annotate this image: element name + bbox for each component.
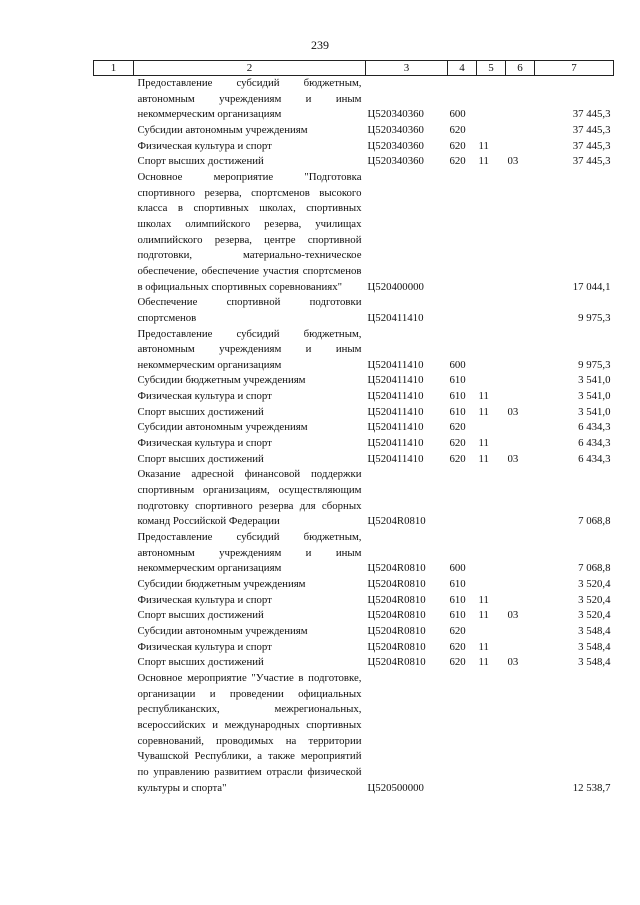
row-col4-cell: 620 bbox=[449, 656, 466, 669]
row-col5-cell bbox=[477, 170, 506, 295]
row-code-cell: Ц520411410 bbox=[367, 437, 424, 450]
row-code-cell: Ц5204R0810 bbox=[367, 562, 426, 575]
budget-table bbox=[93, 60, 614, 796]
row-code-cell: Ц520411410 bbox=[367, 311, 424, 324]
row-col4-cell: 620 bbox=[449, 123, 466, 136]
row-col5-cell: 11 bbox=[478, 390, 489, 403]
header-col-4: 4 bbox=[448, 61, 477, 76]
row-name-cell: Физическая культура и спорт bbox=[137, 437, 272, 450]
row-col5-cell bbox=[477, 624, 506, 640]
row-spacer-cell bbox=[94, 608, 134, 624]
row-name-cell: Субсидии автономным учреждениям bbox=[137, 421, 308, 434]
row-col4-cell: 600 bbox=[449, 562, 466, 575]
table-row bbox=[94, 123, 614, 139]
table-row bbox=[94, 655, 614, 671]
row-col4-cell: 610 bbox=[449, 593, 466, 606]
row-col4-cell: 610 bbox=[449, 374, 466, 387]
row-col4-cell bbox=[448, 671, 477, 796]
row-spacer-cell bbox=[94, 624, 134, 640]
row-amount-cell: 6 434,3 bbox=[578, 452, 611, 465]
header-col-7: 7 bbox=[535, 61, 614, 76]
row-spacer-cell bbox=[94, 671, 134, 796]
header-col-2: 2 bbox=[134, 61, 366, 76]
row-col4-cell: 620 bbox=[449, 155, 466, 168]
table-row bbox=[94, 608, 614, 624]
row-code-cell: Ц520340360 bbox=[367, 108, 424, 121]
row-spacer-cell bbox=[94, 577, 134, 593]
row-col5-cell: 11 bbox=[478, 656, 489, 669]
row-col6-cell: 03 bbox=[507, 155, 519, 168]
row-spacer-cell bbox=[94, 170, 134, 295]
row-amount-cell: 3 541,0 bbox=[578, 405, 611, 418]
row-spacer-cell bbox=[94, 420, 134, 436]
row-col5-cell: 11 bbox=[478, 437, 489, 450]
table-row bbox=[94, 624, 614, 640]
row-name-cell: Субсидии бюджетным учреждениям bbox=[137, 374, 306, 387]
row-col5-cell: 11 bbox=[478, 609, 489, 622]
row-col5-cell bbox=[477, 76, 506, 123]
header-col-6: 6 bbox=[506, 61, 535, 76]
row-spacer-cell bbox=[94, 327, 134, 374]
row-amount-cell: 9 975,3 bbox=[578, 358, 611, 371]
row-code-cell: Ц520340360 bbox=[367, 139, 424, 152]
row-col6-cell: 03 bbox=[507, 452, 519, 465]
table-body bbox=[94, 76, 614, 797]
row-code-cell: Ц520411410 bbox=[367, 452, 424, 465]
row-name-cell: Физическая культура и спорт bbox=[137, 139, 272, 152]
row-amount-cell: 6 434,3 bbox=[578, 421, 611, 434]
row-col4-cell bbox=[448, 467, 477, 530]
row-code-cell: Ц520400000 bbox=[367, 280, 424, 293]
row-col6-cell bbox=[506, 139, 535, 155]
row-amount-cell: 37 445,3 bbox=[572, 123, 611, 136]
row-code-cell: Ц520411410 bbox=[367, 421, 424, 434]
row-col4-cell: 620 bbox=[449, 624, 466, 637]
table-row bbox=[94, 405, 614, 421]
row-col5-cell bbox=[477, 577, 506, 593]
row-col4-cell: 620 bbox=[449, 139, 466, 152]
row-code-cell: Ц520411410 bbox=[367, 358, 424, 371]
row-name-cell: Спорт высших достижений bbox=[137, 656, 264, 669]
row-col6-cell: 03 bbox=[507, 609, 519, 622]
table-row bbox=[94, 139, 614, 155]
header-col-3: 3 bbox=[366, 61, 448, 76]
row-name-cell: Физическая культура и спорт bbox=[137, 593, 272, 606]
row-name-cell: Спорт высших достижений bbox=[137, 155, 264, 168]
row-col6-cell bbox=[506, 671, 535, 796]
row-col4-cell: 610 bbox=[449, 405, 466, 418]
row-col6-cell bbox=[506, 420, 535, 436]
row-col5-cell: 11 bbox=[478, 452, 489, 465]
row-spacer-cell bbox=[94, 530, 134, 577]
header-col-1: 1 bbox=[94, 61, 134, 76]
row-name-cell: Спорт высших достижений bbox=[137, 609, 264, 622]
row-col6-cell bbox=[506, 389, 535, 405]
row-code-cell: Ц520411410 bbox=[367, 374, 424, 387]
row-code-cell: Ц5204R0810 bbox=[367, 578, 426, 590]
row-col6-cell bbox=[506, 624, 535, 640]
row-name-cell: Субсидии автономным учреждениям bbox=[137, 624, 308, 637]
row-col6-cell bbox=[506, 577, 535, 593]
row-spacer-cell bbox=[94, 295, 134, 326]
row-name-cell: Спорт высших достижений bbox=[137, 405, 264, 418]
row-code-cell: Ц5204R0810 bbox=[367, 656, 426, 669]
row-col5-cell bbox=[477, 420, 506, 436]
row-col6-cell bbox=[506, 170, 535, 295]
row-col5-cell bbox=[477, 373, 506, 389]
row-col4-cell bbox=[448, 170, 477, 295]
table-row bbox=[94, 436, 614, 452]
row-amount-cell: 3 520,4 bbox=[578, 578, 611, 590]
row-col6-cell bbox=[506, 436, 535, 452]
row-name-cell: Основное мероприятие "Участие в подготовке, организации и проведении официальных республиканских, межрегиональных, всероссийских и международных спортивных соревнований, проводимых на территории Чувашской Республики, а также мероприятий по управлению развитием отрасли физической культуры и спорта" bbox=[137, 671, 362, 794]
table-header bbox=[94, 61, 614, 76]
row-amount-cell: 3 548,4 bbox=[578, 640, 611, 653]
row-spacer-cell bbox=[94, 467, 134, 530]
row-amount-cell: 17 044,1 bbox=[572, 280, 611, 293]
row-code-cell: Ц520340360 bbox=[367, 155, 424, 168]
row-code-cell: Ц520340360 bbox=[367, 123, 424, 136]
row-col6-cell bbox=[506, 467, 535, 530]
row-col5-cell bbox=[477, 530, 506, 577]
row-col5-cell bbox=[477, 467, 506, 530]
row-amount-cell: 3 520,4 bbox=[578, 609, 611, 622]
row-spacer-cell bbox=[94, 389, 134, 405]
row-spacer-cell bbox=[94, 452, 134, 468]
row-amount-cell: 9 975,3 bbox=[578, 311, 611, 324]
row-amount-cell: 37 445,3 bbox=[572, 108, 611, 121]
row-code-cell: Ц520411410 bbox=[367, 390, 424, 403]
row-spacer-cell bbox=[94, 593, 134, 609]
row-col6-cell bbox=[506, 123, 535, 139]
row-col5-cell: 11 bbox=[478, 405, 489, 418]
table-row bbox=[94, 593, 614, 609]
row-col4-cell: 600 bbox=[449, 108, 466, 121]
row-col5-cell: 11 bbox=[478, 593, 489, 606]
row-spacer-cell bbox=[94, 640, 134, 656]
row-name-cell: Предоставление субсидий бюджетным, автономным учреждениям и иным некоммерческим организациям bbox=[137, 77, 362, 121]
row-col6-cell bbox=[506, 295, 535, 326]
row-spacer-cell bbox=[94, 139, 134, 155]
table-row bbox=[94, 577, 614, 593]
row-code-cell: Ц5204R0810 bbox=[367, 593, 426, 606]
row-spacer-cell bbox=[94, 154, 134, 170]
table-row bbox=[94, 671, 614, 796]
row-amount-cell: 3 520,4 bbox=[578, 593, 611, 606]
row-amount-cell: 6 434,3 bbox=[578, 437, 611, 450]
row-col4-cell: 600 bbox=[449, 358, 466, 371]
row-col6-cell: 03 bbox=[507, 656, 519, 669]
row-col4-cell: 610 bbox=[449, 578, 466, 590]
row-code-cell: Ц520500000 bbox=[367, 781, 424, 794]
row-name-cell: Предоставление субсидий бюджетным, автономным учреждениям и иным некоммерческим организациям bbox=[137, 327, 362, 371]
row-amount-cell: 37 445,3 bbox=[572, 155, 611, 168]
row-code-cell: Ц5204R0810 bbox=[367, 515, 426, 528]
table-row bbox=[94, 295, 614, 326]
row-amount-cell: 3 548,4 bbox=[578, 656, 611, 669]
row-name-cell: Физическая культура и спорт bbox=[137, 390, 272, 403]
row-amount-cell: 7 068,8 bbox=[578, 562, 611, 575]
row-amount-cell: 3 548,4 bbox=[578, 624, 611, 637]
row-amount-cell: 12 538,7 bbox=[572, 781, 611, 794]
row-name-cell: Спорт высших достижений bbox=[137, 452, 264, 465]
row-code-cell: Ц5204R0810 bbox=[367, 640, 426, 653]
table-row bbox=[94, 373, 614, 389]
table-row bbox=[94, 327, 614, 374]
row-col4-cell: 610 bbox=[449, 609, 466, 622]
row-col5-cell: 11 bbox=[478, 155, 489, 168]
row-col6-cell bbox=[506, 373, 535, 389]
row-amount-cell: 3 541,0 bbox=[578, 374, 611, 387]
row-col5-cell: 11 bbox=[478, 640, 489, 653]
table-row bbox=[94, 467, 614, 530]
table-row bbox=[94, 389, 614, 405]
row-name-cell: Субсидии бюджетным учреждениям bbox=[137, 578, 306, 590]
table-row bbox=[94, 170, 614, 295]
row-col4-cell bbox=[448, 295, 477, 326]
row-col4-cell: 620 bbox=[449, 437, 466, 450]
row-code-cell: Ц520411410 bbox=[367, 405, 424, 418]
row-name-cell: Основное мероприятие "Подготовка спортивного резерва, спортсменов высокого класса в спортивных школах, спортивных школах олимпийского резерва, училищах олимпийского резерва, центре спортивной подготовки, материально-техническое обеспечение, обеспечение участия спортсменов в официальных спортивных соревнованиях" bbox=[137, 170, 362, 293]
row-amount-cell: 3 541,0 bbox=[578, 390, 611, 403]
row-col5-cell bbox=[477, 671, 506, 796]
table-row bbox=[94, 530, 614, 577]
row-col5-cell bbox=[477, 327, 506, 374]
row-spacer-cell bbox=[94, 655, 134, 671]
row-spacer-cell bbox=[94, 405, 134, 421]
row-name-cell: Обеспечение спортивной подготовки спортсменов bbox=[137, 296, 362, 324]
row-spacer-cell bbox=[94, 123, 134, 139]
page-number: 239 bbox=[311, 38, 329, 52]
row-col6-cell: 03 bbox=[507, 405, 519, 418]
row-col6-cell bbox=[506, 327, 535, 374]
row-name-cell: Субсидии автономным учреждениям bbox=[137, 123, 308, 136]
row-name-cell: Физическая культура и спорт bbox=[137, 640, 272, 653]
row-col4-cell: 620 bbox=[449, 421, 466, 434]
row-name-cell: Предоставление субсидий бюджетным, автономным учреждениям и иным некоммерческим организациям bbox=[137, 531, 362, 575]
row-col6-cell bbox=[506, 640, 535, 656]
row-col5-cell bbox=[477, 123, 506, 139]
table-row bbox=[94, 76, 614, 123]
table-row bbox=[94, 420, 614, 436]
row-col5-cell: 11 bbox=[478, 139, 489, 152]
row-col4-cell: 620 bbox=[449, 452, 466, 465]
header-col-5: 5 bbox=[477, 61, 506, 76]
row-amount-cell: 37 445,3 bbox=[572, 139, 611, 152]
table-row bbox=[94, 452, 614, 468]
row-code-cell: Ц5204R0810 bbox=[367, 609, 426, 622]
row-col5-cell bbox=[477, 295, 506, 326]
row-spacer-cell bbox=[94, 373, 134, 389]
row-spacer-cell bbox=[94, 436, 134, 452]
row-amount-cell: 7 068,8 bbox=[578, 515, 611, 528]
row-col6-cell bbox=[506, 530, 535, 577]
row-col6-cell bbox=[506, 593, 535, 609]
row-col4-cell: 610 bbox=[449, 390, 466, 403]
table-row bbox=[94, 640, 614, 656]
row-code-cell: Ц5204R0810 bbox=[367, 624, 426, 637]
row-col6-cell bbox=[506, 76, 535, 123]
row-name-cell: Оказание адресной финансовой поддержки спортивным организациям, осуществляющим подготовку спортивного резерва для сборных команд Российской Федерации bbox=[137, 468, 362, 528]
row-col4-cell: 620 bbox=[449, 640, 466, 653]
row-spacer-cell bbox=[94, 76, 134, 123]
table-row bbox=[94, 154, 614, 170]
